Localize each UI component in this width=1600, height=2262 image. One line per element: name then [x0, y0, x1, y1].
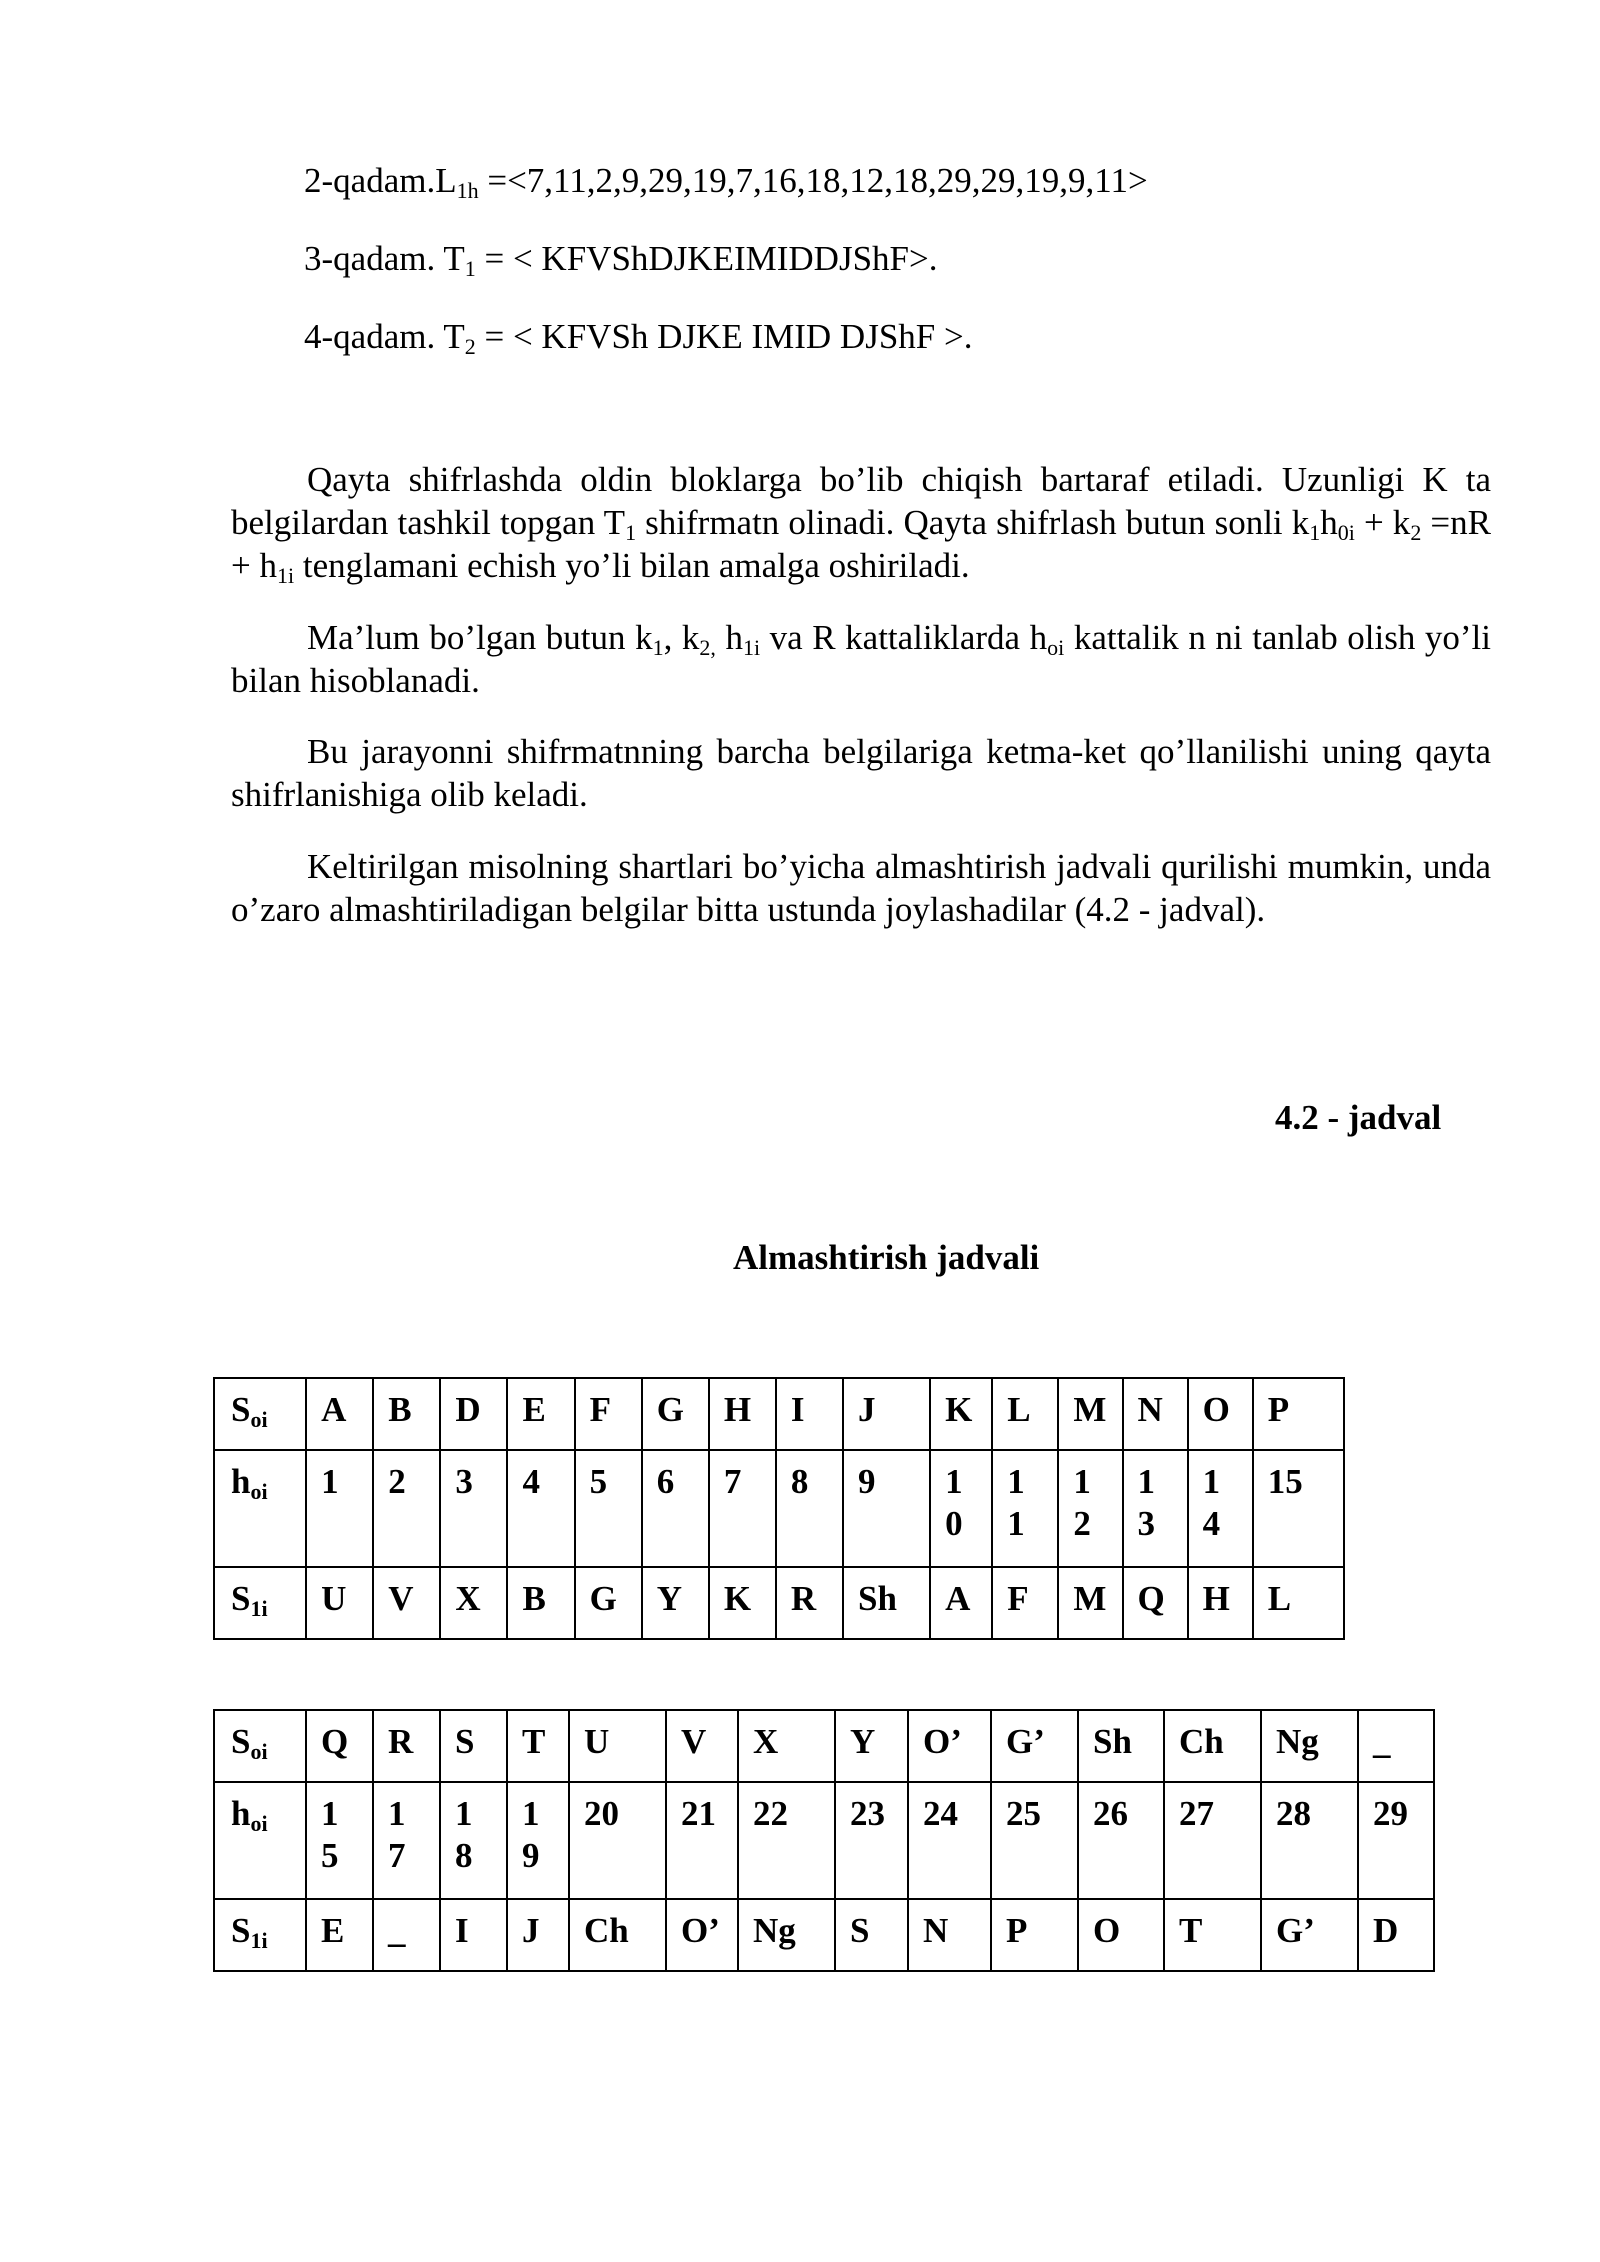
- table-cell: B: [507, 1567, 574, 1639]
- table-cell: Ch: [569, 1899, 666, 1971]
- step-3-formula: = < KFVShDJKEIMIDDJShF>.: [475, 239, 938, 278]
- p1-text-e: =nR + h: [231, 503, 1491, 585]
- table-cell: 7: [709, 1450, 776, 1567]
- table-cell: 8: [776, 1450, 843, 1567]
- table-cell: B: [373, 1378, 440, 1450]
- row-label-h0: $h_{oi}$: [214, 1450, 306, 1567]
- step-4-sub: 2: [464, 334, 476, 359]
- step-4: [304, 317, 973, 357]
- table-cell: 15: [306, 1782, 373, 1899]
- p2-text-a: Ma’lum bo’lgan butun k: [307, 618, 653, 657]
- step-2-formula: =<7,11,2,9,29,19,7,16,18,12,18,29,29,19,9,11>: [478, 161, 1148, 200]
- table-cell: I: [440, 1899, 507, 1971]
- table-cell: Ng: [738, 1899, 835, 1971]
- table-cell: 2: [373, 1450, 440, 1567]
- table-row: [214, 1567, 1344, 1639]
- table-cell: F: [575, 1378, 642, 1450]
- table-cell: 25: [991, 1782, 1078, 1899]
- substitution-table-1: [213, 1377, 1345, 1640]
- table-cell: A: [306, 1378, 373, 1450]
- p1-sub-e: 1i: [277, 563, 295, 588]
- table-cell: 20: [569, 1782, 666, 1899]
- p1-sub-d: 2: [1410, 520, 1422, 545]
- table-cell: Ch: [1164, 1710, 1261, 1782]
- p1-text-d: + k: [1354, 503, 1411, 542]
- p2-text-e: kattalik n ni tanlab olish yo’li bilan hisoblanadi.: [231, 618, 1492, 700]
- table-cell: 12: [1058, 1450, 1122, 1567]
- table-cell: 24: [908, 1782, 991, 1899]
- table-cell: E: [507, 1378, 574, 1450]
- table-cell: P: [1253, 1378, 1344, 1450]
- table-cell: 28: [1261, 1782, 1358, 1899]
- table-cell: 5: [575, 1450, 642, 1567]
- table-cell: 17: [373, 1782, 440, 1899]
- step-4-text: 4-qadam. T: [304, 317, 465, 356]
- table-cell: U: [569, 1710, 666, 1782]
- row-label-s0: $S_{oi}$: [214, 1710, 306, 1782]
- p2-text-c: h: [715, 618, 743, 657]
- table-cell: X: [440, 1567, 507, 1639]
- table-cell: L: [1253, 1567, 1344, 1639]
- paragraph-1: [231, 458, 1491, 587]
- row-label-h0: $h_{oi}$: [214, 1782, 306, 1899]
- table-cell: _: [1358, 1710, 1434, 1782]
- table-cell: S: [835, 1899, 908, 1971]
- table-cell: Q: [306, 1710, 373, 1782]
- table-cell: T: [507, 1710, 569, 1782]
- p1-text-b: shifrmatn olinadi. Qayta shifrlash butun sonli k: [636, 503, 1310, 542]
- table-cell: 6: [642, 1450, 709, 1567]
- table-cell: 23: [835, 1782, 908, 1899]
- table-cell: R: [776, 1567, 843, 1639]
- table-cell: I: [776, 1378, 843, 1450]
- p2-sub-d: oi: [1047, 635, 1065, 660]
- table-row: [214, 1378, 1344, 1450]
- paragraph-2: [231, 616, 1491, 702]
- table-cell: 4: [507, 1450, 574, 1567]
- step-4-formula: = < KFVSh DJKE IMID DJShF >.: [475, 317, 973, 356]
- table-cell: O’: [908, 1710, 991, 1782]
- table-cell: K: [930, 1378, 992, 1450]
- p1-sub-b: 1: [1309, 520, 1321, 545]
- table-cell: H: [709, 1378, 776, 1450]
- table-caption: 4.2 - jadval: [1275, 1098, 1442, 1137]
- table-row: [214, 1710, 1434, 1782]
- table-cell: 1: [306, 1450, 373, 1567]
- table-cell: F: [992, 1567, 1058, 1639]
- table-cell: S: [440, 1710, 507, 1782]
- table-row: [214, 1782, 1434, 1899]
- table-cell: _: [373, 1899, 440, 1971]
- substitution-table-2: [213, 1709, 1435, 1972]
- table-cell: A: [930, 1567, 992, 1639]
- table-cell: D: [440, 1378, 507, 1450]
- step-3: [304, 239, 938, 279]
- table-cell: V: [373, 1567, 440, 1639]
- p2-text-d: va R kattaliklarda h: [760, 618, 1048, 657]
- p2-sub-b: 2,: [699, 635, 716, 660]
- table-cell: K: [709, 1567, 776, 1639]
- p1-text-a: Qayta shifrlashda oldin bloklarga bo’lib chiqish bartaraf etiladi. Uzunligi K ta belgilardan tashkil topgan T: [231, 460, 1491, 542]
- table-cell: Y: [642, 1567, 709, 1639]
- step-3-text: 3-qadam. T: [304, 239, 465, 278]
- table-cell: O: [1078, 1899, 1164, 1971]
- table-cell: 29: [1358, 1782, 1434, 1899]
- table-cell: U: [306, 1567, 373, 1639]
- p2-text-b: , k: [663, 618, 700, 657]
- table-cell: 22: [738, 1782, 835, 1899]
- table-cell: 10: [930, 1450, 992, 1567]
- row-label-s1: $S_{1i}$: [214, 1899, 306, 1971]
- table-row: [214, 1450, 1344, 1567]
- table-cell: D: [1358, 1899, 1434, 1971]
- step-3-sub: 1: [464, 256, 476, 281]
- p2-sub-c: 1i: [742, 635, 761, 660]
- paragraph-4: Keltirilgan misolning shartlari bo’yicha almashtirish jadvali qurilishi mumkin, unda o’zaro almashtiriladigan belgilar bitta ustunda joylashadilar (4.2 - jadval).: [231, 847, 1491, 929]
- table-cell: M: [1058, 1378, 1122, 1450]
- table-cell: E: [306, 1899, 373, 1971]
- table-cell: J: [843, 1378, 930, 1450]
- table-cell: N: [908, 1899, 991, 1971]
- table-cell: 27: [1164, 1782, 1261, 1899]
- table-cell: 18: [440, 1782, 507, 1899]
- row-label-s0: $S_{oi}$: [214, 1378, 306, 1450]
- table-cell: R: [373, 1710, 440, 1782]
- table-cell: G’: [991, 1710, 1078, 1782]
- row-label-s1: $S_{1i}$: [214, 1567, 306, 1639]
- table-cell: P: [991, 1899, 1078, 1971]
- table-cell: Sh: [843, 1567, 930, 1639]
- p1-text-f: tenglamani echish yo’li bilan amalga oshiriladi.: [294, 546, 970, 585]
- table-cell: H: [1188, 1567, 1253, 1639]
- table-cell: N: [1123, 1378, 1188, 1450]
- table-cell: Ng: [1261, 1710, 1358, 1782]
- table-cell: 13: [1123, 1450, 1188, 1567]
- p1-sub-a: 1: [625, 520, 637, 545]
- table-cell: O: [1188, 1378, 1253, 1450]
- table-cell: O’: [666, 1899, 738, 1971]
- table-cell: 26: [1078, 1782, 1164, 1899]
- table-cell: Y: [835, 1710, 908, 1782]
- table-cell: Q: [1123, 1567, 1188, 1639]
- table-row: [214, 1899, 1434, 1971]
- p1-text-c: h: [1320, 503, 1338, 542]
- table-cell: 21: [666, 1782, 738, 1899]
- table-cell: G: [642, 1378, 709, 1450]
- table-cell: V: [666, 1710, 738, 1782]
- table-cell: T: [1164, 1899, 1261, 1971]
- step-2: [304, 161, 1148, 201]
- step-2-text: 2-qadam.L: [304, 161, 457, 200]
- table-cell: J: [507, 1899, 569, 1971]
- table-cell: 15: [1253, 1450, 1344, 1567]
- table-cell: M: [1058, 1567, 1122, 1639]
- step-2-sub: 1h: [456, 178, 479, 203]
- table-cell: L: [992, 1378, 1058, 1450]
- table-cell: 9: [843, 1450, 930, 1567]
- table-cell: X: [738, 1710, 835, 1782]
- paragraph-3: Bu jarayonni shifrmatnning barcha belgilariga ketma-ket qo’llanilishi uning qayta shifrlanishiga olib keladi.: [231, 732, 1491, 814]
- table-cell: 14: [1188, 1450, 1253, 1567]
- table-cell: 19: [507, 1782, 569, 1899]
- table-cell: 3: [440, 1450, 507, 1567]
- table-cell: G’: [1261, 1899, 1358, 1971]
- p1-sub-c: 0i: [1337, 520, 1355, 545]
- table-cell: 11: [992, 1450, 1058, 1567]
- p2-sub-a: 1: [652, 635, 664, 660]
- table-title: Almashtirish jadvali: [733, 1238, 1040, 1277]
- table-cell: Sh: [1078, 1710, 1164, 1782]
- table-cell: G: [575, 1567, 642, 1639]
